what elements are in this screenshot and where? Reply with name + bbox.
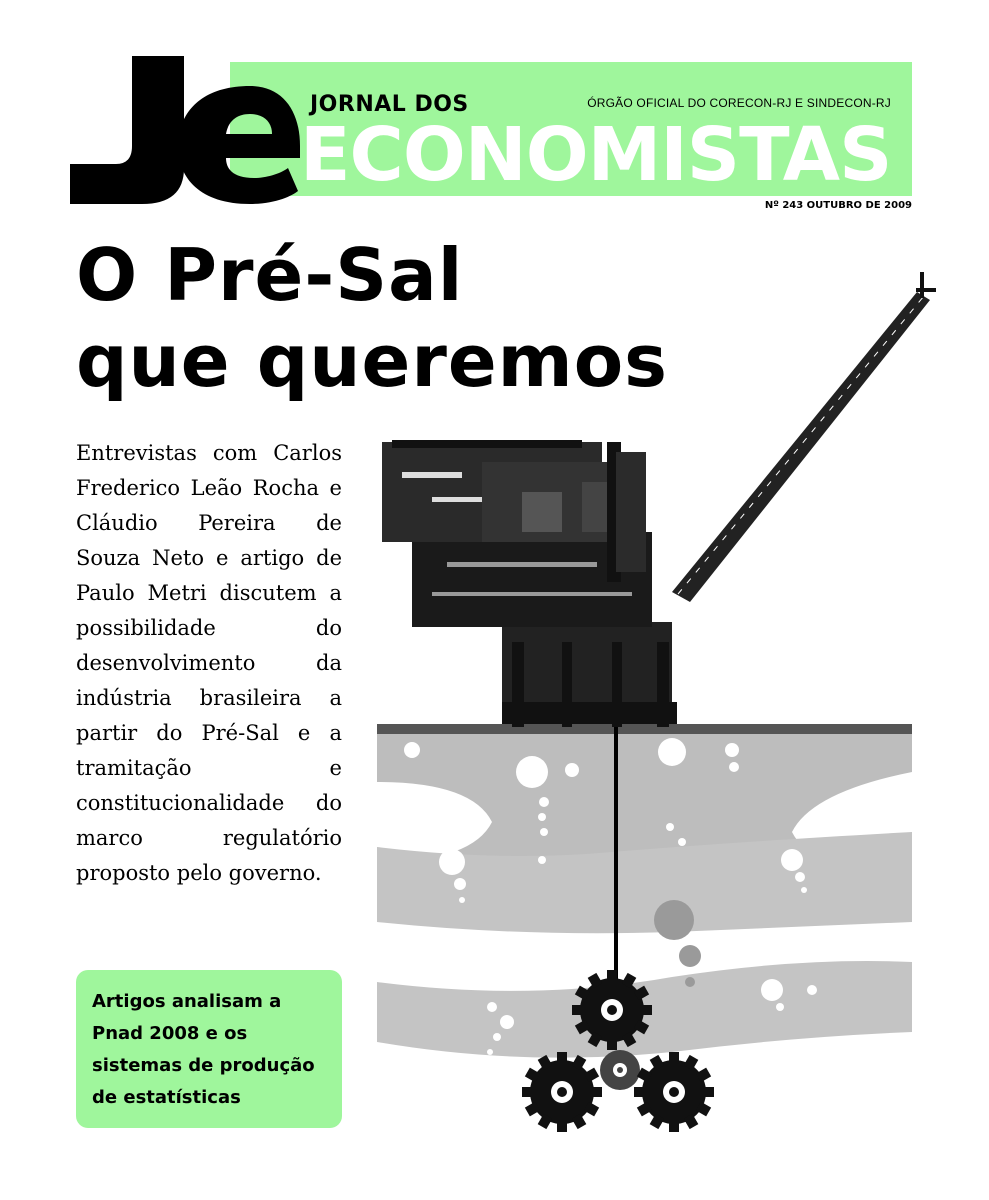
callout-text: Artigos analisam a Pnad 2008 e os sistemas de produção de estatísticas [92, 991, 315, 1108]
je-logo [70, 46, 300, 206]
headline-line-1: O Pré-Sal [76, 233, 464, 317]
oil-platform-illustration [372, 262, 947, 1132]
oil-platform [382, 440, 677, 727]
gear-icon [530, 1060, 594, 1124]
organization-line: ÓRGÃO OFICIAL DO CORECON-RJ E SINDECON-RJ [587, 96, 891, 110]
gear-icon [580, 978, 644, 1042]
gear-icon [642, 1060, 706, 1124]
intro-paragraph: Entrevistas com Carlos Frederico Leão Rocha e Cláudio Pereira de Souza Neto e artigo de Paulo Metri discutem a possibilidade do desenvolvimento da indústria brasileira a partir do Pré-Sal e a tramitação e constitucionalidade do marco regulatório proposto pelo governo. [76, 441, 342, 885]
callout-box [76, 970, 342, 1128]
publication-name-main: ECONOMISTAS [300, 112, 892, 198]
crane-boom [672, 272, 936, 602]
headline-line-2: que queremos [76, 319, 669, 403]
drill-pipe [614, 727, 618, 999]
issue-info: Nº 243 OUTUBRO DE 2009 [764, 200, 912, 211]
publication-name-top: JORNAL DOS [310, 92, 469, 117]
gear-icon [600, 1050, 640, 1090]
